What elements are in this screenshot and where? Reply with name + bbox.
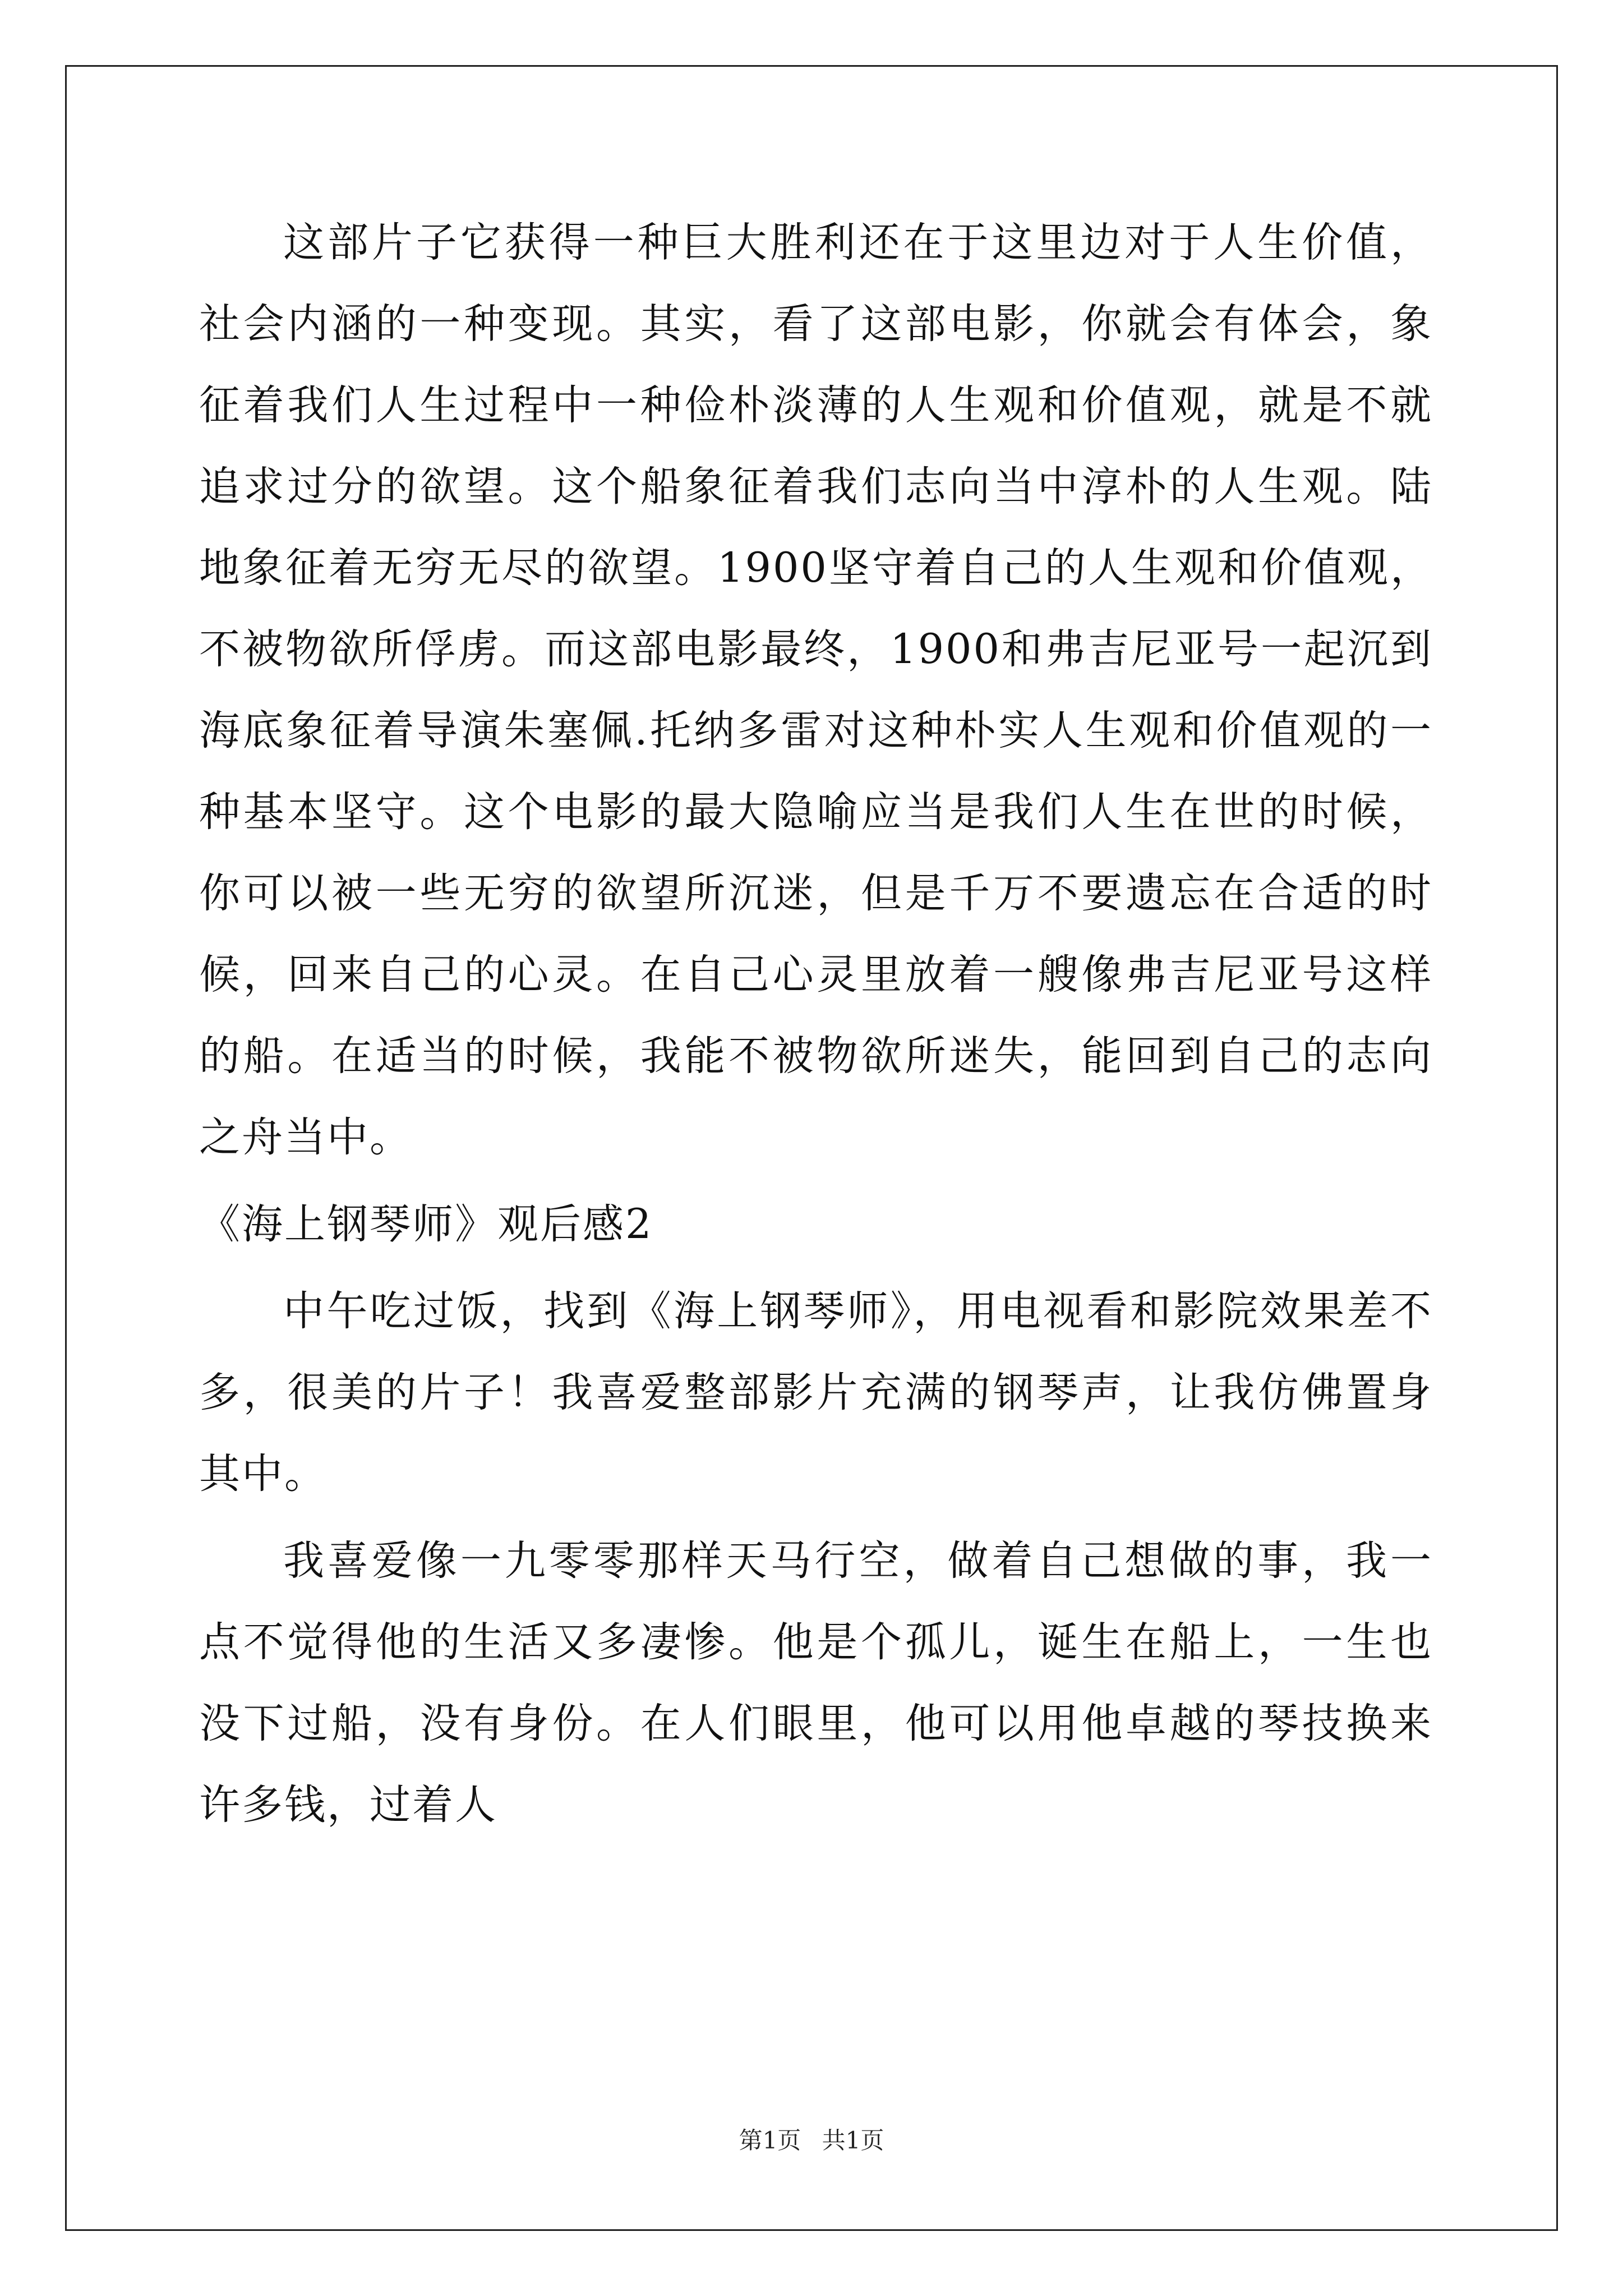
- document-body: [199, 202, 1433, 1846]
- section-heading: 《海上钢琴师》观后感2: [199, 1200, 653, 1248]
- spacer: [199, 1178, 1433, 1184]
- spacer: [199, 1265, 1433, 1271]
- paragraph-1: 这部片子它获得一种巨大胜利还在于这里边对于人生价值，社会内涵的一种变现。其实，看了这部电影，你就会有体会，象征着我们人生过程中一种俭朴淡薄的人生观和价值观，就是不就追求过分的欲望。这个船象征着我们志向当中淳朴的人生观。陆地象征着无穷无尽的欲望。1900坚守着自己的人生观和价值观，不被物欲所俘虏。而这部电影最终，1900和弗吉尼亚号一起沉到海底象征着导演朱塞佩.托纳多雷对这种朴实人生观和价值观的一种基本坚守。这个电影的最大隐喻应当是我们人生在世的时候，你可以被一些无穷的欲望所沉迷，但是千万不要遗忘在合适的时候，回来自己的心灵。在自己心灵里放着一艘像弗吉尼亚号这样的船。在适当的时候，我能不被物欲所迷失，能回到自己的志向之舟当中。: [199, 219, 1433, 1161]
- page-number: 第1页: [739, 2127, 801, 2154]
- spacer: [199, 1515, 1433, 1520]
- page-total: 共1页: [822, 2127, 884, 2154]
- paragraph-2: 中午吃过饭，找到《海上钢琴师》，用电视看和影院效果差不多，很美的片子！我喜爱整部影片充满的钢琴声，让我仿佛置身其中。: [199, 1287, 1433, 1498]
- page-footer: [0, 2124, 1623, 2157]
- paragraph-3: 我喜爱像一九零零那样天马行空，做着自己想做的事，我一点不觉得他的生活又多凄惨。他是个孤儿，诞生在船上，一生也没下过船，没有身份。在人们眼里，他可以用他卓越的琴技换来许多钱，过着人: [199, 1537, 1433, 1829]
